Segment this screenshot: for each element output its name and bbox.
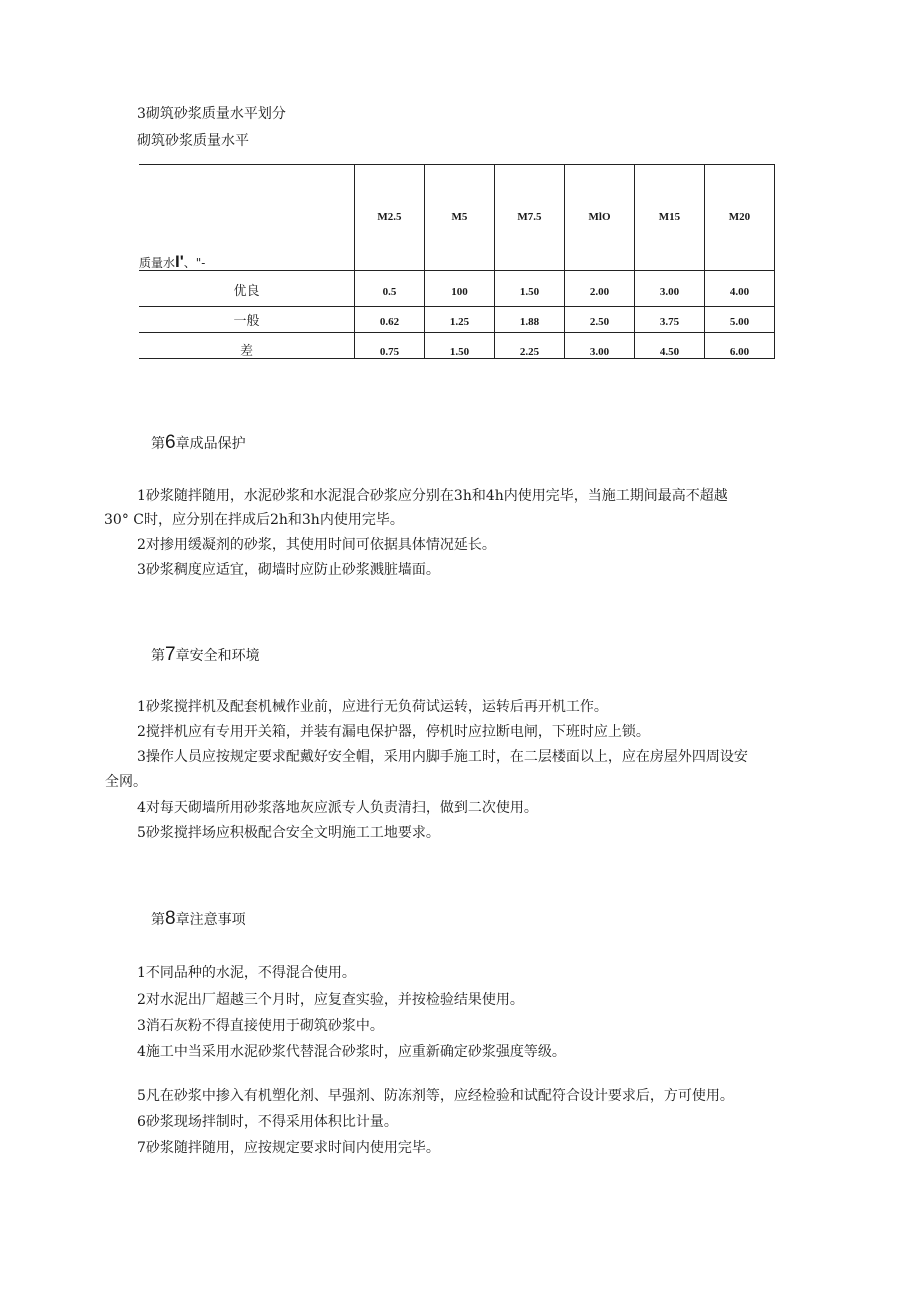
ch6-item: 3砂浆稠度应适宜，砌墙时应防止砂浆溅脏墙面。 [137,562,440,578]
table-cell: 4.50 [659,346,680,358]
table-cell: 100 [451,286,468,298]
table-row-divider [139,270,775,271]
table-corner-header [139,252,205,272]
table-cell: 3.75 [659,316,680,328]
col-header: M5 [451,211,468,223]
table-border-top [139,164,775,165]
ch7-item: 1砂浆搅拌机及配套机械作业前，应进行无负荷试运转，运转后再开机工作。 [137,699,608,715]
col-header: M2.5 [377,211,402,223]
table-cell: 4.00 [729,286,750,298]
table-cell: 1.50 [519,286,540,298]
corner-label-a: 质量水 [139,256,176,270]
table-cell: 5.00 [729,316,750,328]
chapter-title: 章注意事项 [175,912,246,928]
chapter-number: 7 [165,644,176,665]
table-cell: 1.88 [519,316,540,328]
col-header: M15 [658,211,681,223]
section-title: 3砌筑砂浆质量水平划分 [137,106,286,122]
ch8-item: 7砂浆随拌随用，应按规定要求时间内使用完毕。 [137,1140,440,1156]
row-label: 一般 [233,314,260,329]
table-cell: 6.00 [729,346,750,358]
chapter-7-heading [151,644,260,667]
table-cell: 2.50 [589,316,610,328]
chapter-title: 章成品保护 [175,436,246,452]
ch6-item: 30° C时，应分别在拌成后2h和3h内使用完毕。 [104,512,404,528]
chapter-prefix: 第 [151,648,165,664]
chapter-prefix: 第 [151,912,165,928]
ch7-item: 5砂浆搅拌场应积极配合安全文明施工工地要求。 [137,825,440,841]
ch7-item: 4对每天砌墙所用砂浆落地灰应派专人负责清扫，做到二次使用。 [137,800,538,816]
table-cell: 3.00 [589,346,610,358]
ch8-item: 1不同品种的水泥，不得混合使用。 [137,965,356,981]
chapter-prefix: 第 [151,436,165,452]
ch7-item: 2搅拌机应有专用开关箱，并装有漏电保护器，停机时应拉断电闸，下班时应上锁。 [137,724,650,740]
col-header: M7.5 [517,211,542,223]
chapter-number: 6 [165,432,176,453]
ch8-item: 2对水泥出厂超越三个月时，应复查实验，并按检验结果使用。 [137,992,524,1008]
table-col-divider [494,164,495,359]
table-border-right [774,164,775,359]
chapter-number: 8 [165,908,176,929]
table-cell: 3.00 [659,286,680,298]
table-cell: 2.00 [589,286,610,298]
table-cell: 0.75 [379,346,400,358]
chapter-8-heading [151,908,246,931]
table-cell: 0.5 [382,286,397,298]
ch8-item: 6砂浆现场拌制时，不得采用体积比计量。 [137,1114,398,1130]
ch6-item: 2对掺用缓凝剂的砂浆，其使用时间可依据具体情况延长。 [137,537,496,553]
ch6-item: 1砂浆随拌随用，水泥砂浆和水泥混合砂浆应分别在3h和4h内使用完毕，当施工期间最高不超越 [137,488,728,504]
ch8-item: 3消石灰粉不得直接使用于砌筑砂浆中。 [137,1018,384,1034]
corner-label-c: 、"- [183,256,206,270]
table-col-divider [634,164,635,359]
ch7-item: 全网。 [105,774,147,790]
table-col-divider [704,164,705,359]
chapter-title: 章安全和环境 [175,648,260,664]
table-cell: 1.25 [449,316,470,328]
ch8-item: 5凡在砂浆中掺入有机塑化剂、早强剂、防冻剂等，应经检验和试配符合设计要求后，方可使用。 [137,1088,734,1104]
table-caption: 砌筑砂浆质量水平 [137,133,249,149]
row-label: 优良 [233,284,260,299]
table-col-divider [354,164,355,359]
table-col-divider [564,164,565,359]
table-cell: 1.50 [449,346,470,358]
table-row-divider [139,306,775,307]
quality-level-table [139,164,775,359]
ch8-item: 4施工中当采用水泥砂浆代替混合砂浆时，应重新确定砂浆强度等级。 [137,1044,566,1060]
table-col-divider [424,164,425,359]
chapter-6-heading [151,432,246,455]
corner-label-b: I' [175,252,184,271]
col-header: MlO [588,211,611,223]
table-cell: 2.25 [519,346,540,358]
ch7-item: 3操作人员应按规定要求配戴好安全帽，采用内脚手施工时，在二层楼面以上，应在房屋外四周设安 [137,749,748,765]
col-header: M20 [728,211,751,223]
row-label: 差 [239,344,253,359]
table-row-divider [139,332,775,333]
table-cell: 0.62 [379,316,400,328]
